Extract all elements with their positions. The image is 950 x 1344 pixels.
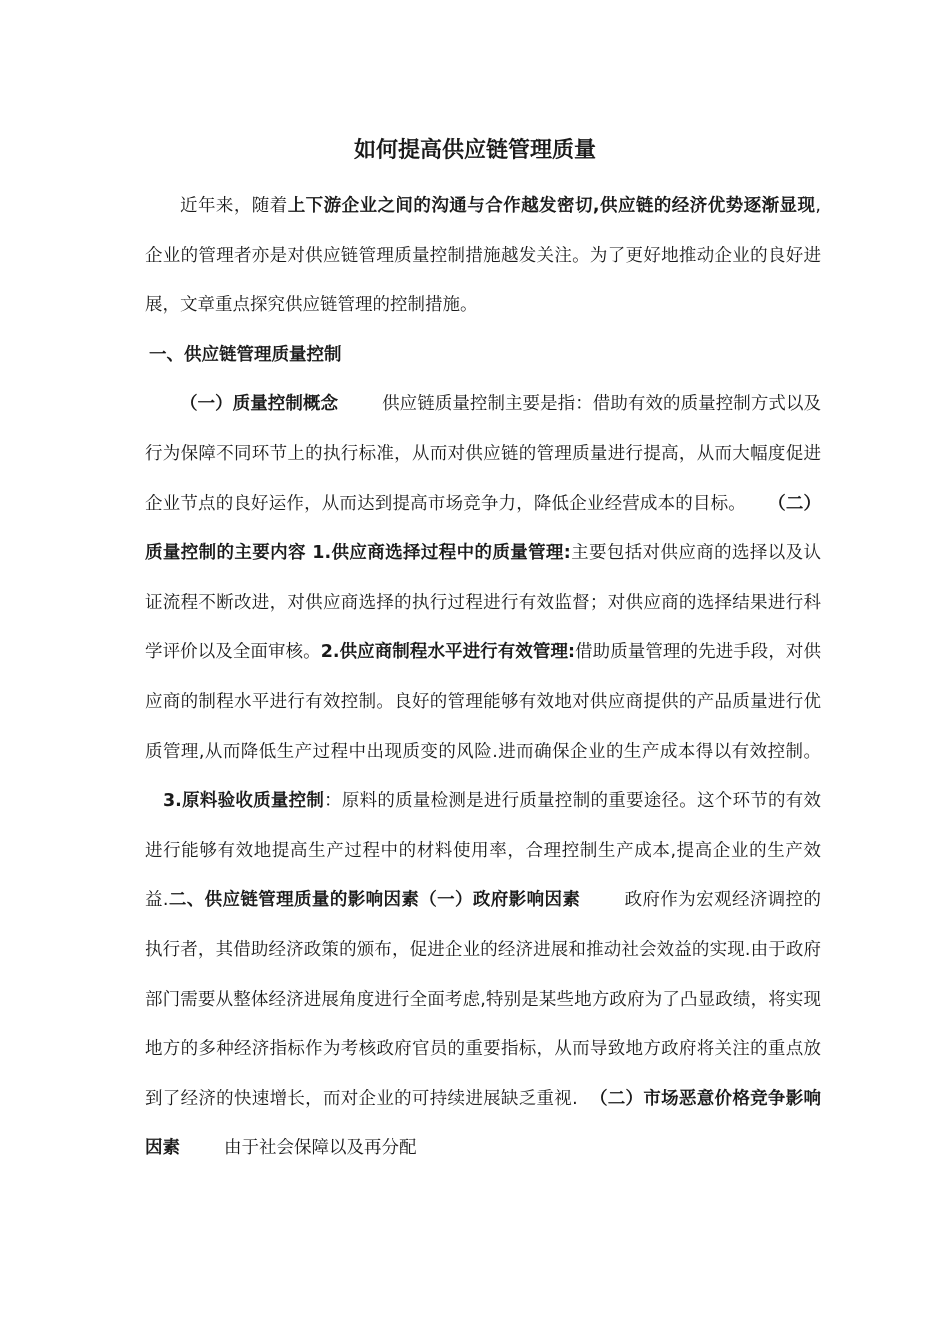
document-body bbox=[145, 182, 821, 1174]
intro-text-bold: 上下游企业之间的沟通与合作越发密切,供应链的经济优势逐渐显现 bbox=[287, 196, 816, 216]
item-3-heading: 3.原料验收质量控制 bbox=[163, 791, 325, 812]
item-2-text: 借助质量管理的先进手段，对供应商的制程水平进行有效控制。良好的管理能够有效地对供应商提供的产品质量进行优质管理,从而降低生产过程中出现质变的风险.进而确保企业的生产成本得以有效控制。 bbox=[145, 642, 821, 762]
subheading-quality-concept: （一）质量控制概念 bbox=[180, 394, 339, 415]
intro-text-a: 近年来，随着 bbox=[180, 196, 288, 216]
item-2-heading: 2.供应商制程水平进行有效管理: bbox=[320, 642, 576, 663]
intro-text-c: ,企业的管理者亦是对供应链管理质量控制措施越发关注。为了更好地推动企业的良好进展，文章重点探究供应链管理的控制措施。 bbox=[145, 196, 821, 316]
section-2-heading: 二、供应链管理质量的影响因素（一）政府影响因素 bbox=[168, 890, 581, 911]
government-factor-text: 政府作为宏观经济调控的执行者，其借助经济政策的颁布，促进企业的经济进展和推动社会效益的实现.由于政府部门需要从整体经济进展角度进行全面考虑,特别是某些地方政府为了凸显政绩，将实现地方的多种经济指标作为考核政府官员的重要指标，从而导致地方政府将关注的重点放到了经济的快速增长，而对企业的可持续进展缺乏重视. bbox=[145, 890, 821, 1109]
market-competition-text: 由于社会保障以及再分配 bbox=[224, 1138, 417, 1159]
section-1-paragraph bbox=[145, 380, 821, 1174]
section-heading-1: 一、供应链管理质量控制 bbox=[149, 344, 342, 365]
subheading-main-content: （二）质量控制的主要内容 1.供应商选择过程中的质量管理: bbox=[145, 493, 822, 564]
supplier-selection-text: 主要包括对供应商的选择以及认证流程不断改进，对供应商选择的执行过程进行有效监督；对供应商的选择结果进行科学评价以及全面审核。 bbox=[145, 543, 821, 663]
item-3-text: ：原料的质量检测是进行质量控制的重要途径。这个环节的有效进行能够有效地提高生产过程中的材料使用率，合理控制生产成本,提高企业的生产效益. bbox=[145, 791, 822, 911]
intro-paragraph bbox=[145, 182, 821, 331]
quality-concept-text: 供应链质量控制主要是指：借助有效的质量控制方式以及行为保障不同环节上的执行标准，从而对供应链的管理质量进行提高，从而大幅度促进企业节点的良好运作，从而达到提高市场竞争力，降低企业经营成本的目标。 bbox=[145, 394, 821, 514]
subheading-market-competition: （二）市场恶意价格竞争影响因素 bbox=[145, 1088, 821, 1159]
document-title: 如何提高供应链管理质量 bbox=[353, 138, 596, 163]
